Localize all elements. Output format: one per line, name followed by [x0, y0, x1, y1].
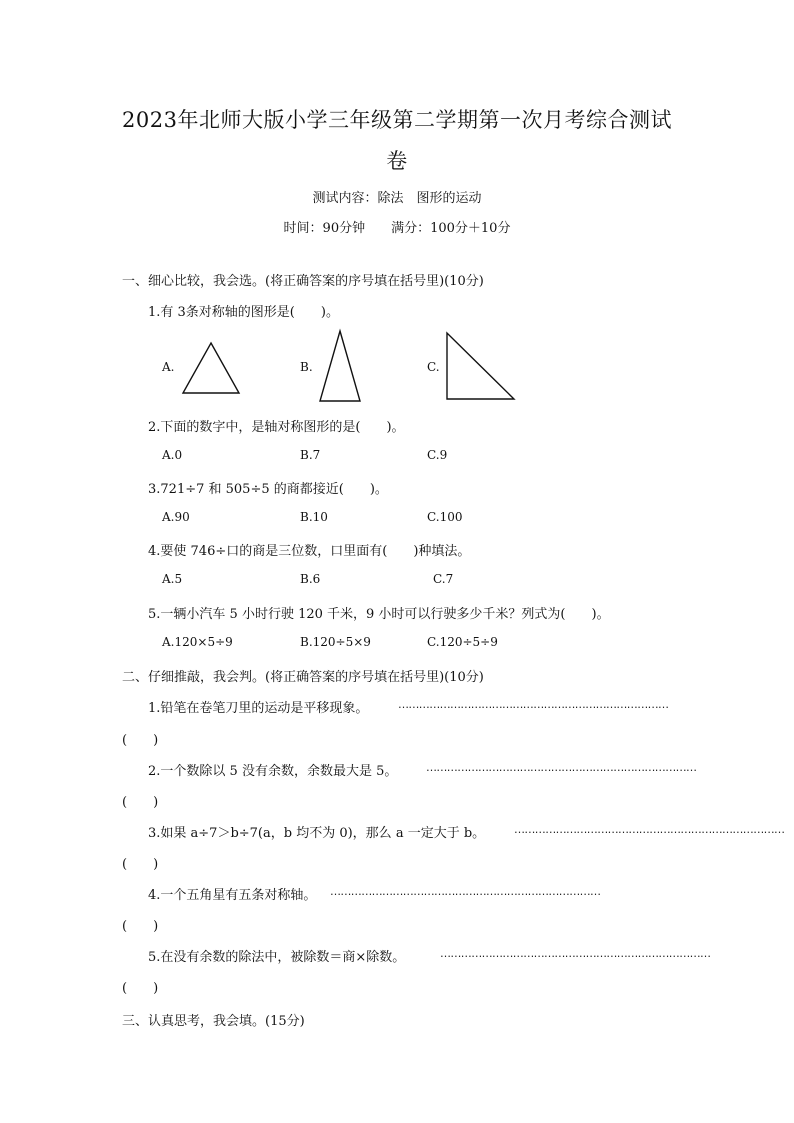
q4-option-a: A.5 [162, 572, 183, 586]
isosceles-triangle-figure [316, 328, 364, 404]
leader-dots: …………………………………………………………………… [426, 761, 697, 774]
q4-option-b: B.6 [300, 572, 321, 586]
section-2-heading: 二、仔细推敲，我会判。(将正确答案的序号填在括号里)(10分) [122, 670, 484, 685]
option-b-label: B. [300, 360, 313, 374]
judge-item-5: 5.在没有余数的除法中，被除数＝商×除数。 [148, 950, 406, 965]
option-c-label: C. [427, 360, 440, 374]
judge-item-1: 1.铅笔在卷笔刀里的运动是平移现象。 [148, 701, 369, 716]
q3-option-a: A.90 [162, 510, 190, 524]
question-1-4: 4.要使 746÷口的商是三位数，口里面有( )种填法。 [148, 544, 471, 559]
q2-option-b: B.7 [300, 448, 321, 462]
q5-option-a: A.120×5÷9 [162, 635, 233, 649]
question-1-2: 2.下面的数字中，是轴对称图形的是( )。 [148, 420, 405, 435]
judge-item-2: 2.一个数除以 5 没有余数，余数最大是 5。 [148, 764, 398, 779]
equilateral-triangle-figure [180, 340, 242, 396]
q4-option-c: C.7 [433, 572, 454, 586]
judge-item-3: 3.如果 a÷7＞b÷7(a，b 均不为 0)，那么 a 一定大于 b。 [148, 826, 486, 841]
leader-dots: …………………………………………………………………… [398, 698, 669, 711]
question-1-5: 5.一辆小汽车 5 小时行驶 120 千米，9 小时可以行驶多少千米？列式为( )。 [148, 607, 610, 622]
right-triangle-figure [444, 330, 518, 402]
q3-option-b: B.10 [300, 510, 328, 524]
leader-dots: …………………………………………………………………… [440, 947, 711, 960]
leader-dots: …………………………………………………………………… [514, 823, 785, 836]
time-score: 时间：90分钟 满分：100分＋10分 [283, 221, 511, 236]
q2-option-c: C.9 [427, 448, 448, 462]
title-line-2: 卷 [386, 149, 408, 173]
q2-option-a: A.0 [162, 448, 183, 462]
q5-option-c: C.120÷5÷9 [427, 635, 498, 649]
question-1-1: 1.有 3条对称轴的图形是( )。 [148, 305, 339, 320]
q3-option-c: C.100 [427, 510, 463, 524]
question-1-3: 3.721÷7 和 505÷5 的商都接近( )。 [148, 482, 388, 497]
section-1-heading: 一、细心比较，我会选。(将正确答案的序号填在括号里)(10分) [122, 274, 484, 289]
q5-option-b: B.120÷5×9 [300, 635, 371, 649]
option-a-label: A. [162, 360, 175, 374]
judge-answer-paren[interactable]: ( ) [122, 857, 159, 872]
judge-answer-paren[interactable]: ( ) [122, 981, 159, 996]
judge-answer-paren[interactable]: ( ) [122, 919, 159, 934]
title-line-1: 2023年北师大版小学三年级第二学期第一次月考综合测试 [122, 108, 672, 132]
leader-dots: …………………………………………………………………… [330, 885, 601, 898]
judge-item-4: 4.一个五角星有五条对称轴。 [148, 888, 317, 903]
test-content: 测试内容：除法 图形的运动 [312, 191, 482, 206]
judge-answer-paren[interactable]: ( ) [122, 733, 159, 748]
section-3-heading: 三、认真思考，我会填。(15分) [122, 1014, 305, 1029]
judge-answer-paren[interactable]: ( ) [122, 795, 159, 810]
